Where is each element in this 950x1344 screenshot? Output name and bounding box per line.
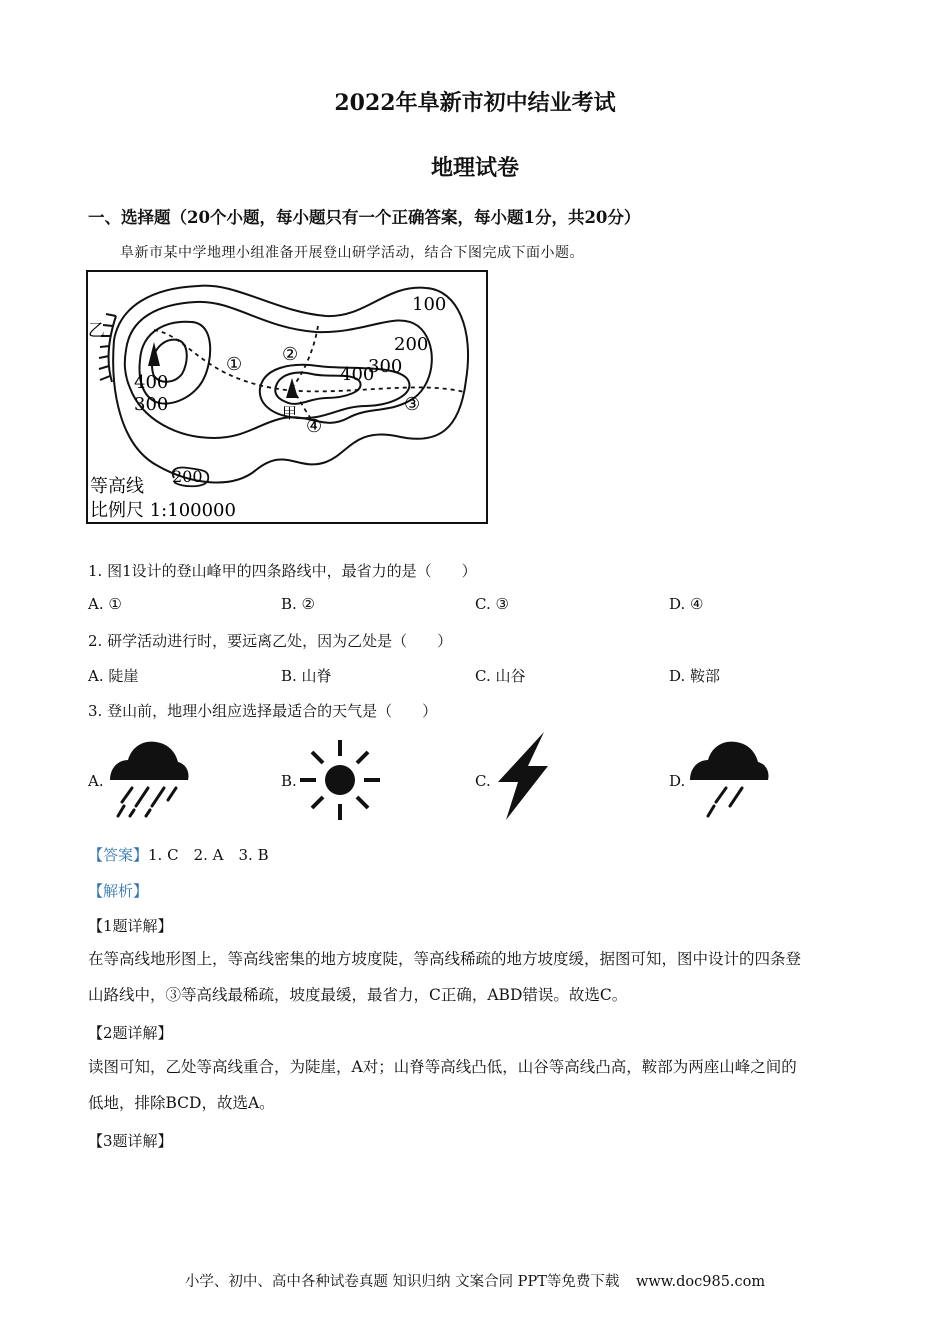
legend-scale: 比例尺 1:100000 — [90, 500, 236, 521]
q1-option-a: A. ① — [88, 595, 122, 613]
heavy-rain-icon — [106, 738, 190, 822]
q3-option-c: C. — [475, 772, 491, 790]
q3-option-a: A. — [88, 772, 104, 790]
footer — [0, 1270, 950, 1291]
q2-option-a: A. 陡崖 — [88, 667, 139, 685]
peak-label-jia: 甲 — [282, 404, 298, 422]
exam-subtitle: 地理试卷 — [430, 155, 519, 181]
contour-label-300b: 300 — [368, 356, 403, 377]
question-3-stem: 3. 登山前，地理小组应选择最适合的天气是（ ） — [88, 702, 438, 720]
detail-3-heading: 【3题详解】 — [88, 1132, 173, 1150]
q1-option-c: C. ③ — [475, 595, 509, 613]
q1-option-d: D. ④ — [669, 595, 704, 613]
cliff-label-yi: 乙 — [88, 321, 105, 341]
contour-label-400b: 400 — [340, 364, 375, 385]
contour-label-100: 100 — [412, 294, 447, 315]
route-label-1: ① — [226, 354, 243, 375]
detail-2-heading: 【2题详解】 — [88, 1024, 173, 1042]
detail-2-line-2: 低地，排除BCD，故选A。 — [88, 1094, 275, 1112]
sun-icon — [298, 738, 382, 822]
section-intro: 阜新市某中学地理小组准备开展登山研学活动，结合下图完成下面小题。 — [120, 245, 584, 261]
contour-label-400a: 400 — [134, 372, 169, 393]
light-rain-icon — [686, 738, 770, 822]
question-1-stem: 1. 图1设计的登山峰甲的四条路线中，最省力的是（ ） — [88, 562, 477, 580]
route-label-2: ② — [282, 344, 299, 365]
analysis-tag: 【解析】 — [88, 882, 149, 900]
route-label-4: ④ — [306, 416, 323, 437]
detail-1-line-1: 在等高线地形图上，等高线密集的地方坡度陡，等高线稀疏的地方坡度缓，据图可知，图中设计的四条登 — [88, 950, 802, 968]
footer-url[interactable]: www.doc985.com — [635, 1274, 766, 1290]
q1-option-b: B. ② — [281, 595, 316, 613]
q3-option-b: B. — [281, 772, 297, 790]
detail-1-heading: 【1题详解】 — [88, 917, 173, 935]
contour-label-200: 200 — [394, 334, 429, 355]
detail-2-line-1: 读图可知，乙处等高线重合，为陡崖，A对；山脊等高线凸低，山谷等高线凸高，鞍部为两座山峰之间的 — [88, 1058, 797, 1076]
answer-tag: 【答案】 — [88, 846, 149, 864]
detail-1-line-2: 山路线中，③等高线最稀疏，坡度最缓，最省力，C正确，ABD错误。故选C。 — [88, 986, 628, 1004]
contour-label-300a: 300 — [134, 394, 169, 415]
answer-line — [88, 844, 269, 865]
contour-map — [86, 270, 488, 524]
footer-text: 小学、初中、高中各种试卷真题 知识归纳 文案合同 PPT等免费下载 — [184, 1274, 620, 1290]
legend-contour-value: 200 — [172, 467, 203, 486]
q2-option-c: C. 山谷 — [475, 667, 526, 685]
legend-contour-label: 等高线 — [90, 476, 144, 497]
section-heading: 一、选择题（20个小题，每小题只有一个正确答案，每小题1分，共20分） — [88, 208, 641, 227]
answer-text: 1. C 2. A 3. B — [148, 846, 269, 864]
q3-option-d: D. — [669, 772, 686, 790]
route-label-3: ③ — [404, 394, 421, 415]
q2-option-b: B. 山脊 — [281, 667, 332, 685]
q2-option-d: D. 鞍部 — [669, 667, 721, 685]
lightning-icon — [492, 730, 552, 822]
question-2-stem: 2. 研学活动进行时，要远离乙处，因为乙处是（ ） — [88, 632, 453, 650]
exam-title: 2022年阜新市初中结业考试 — [334, 90, 616, 116]
